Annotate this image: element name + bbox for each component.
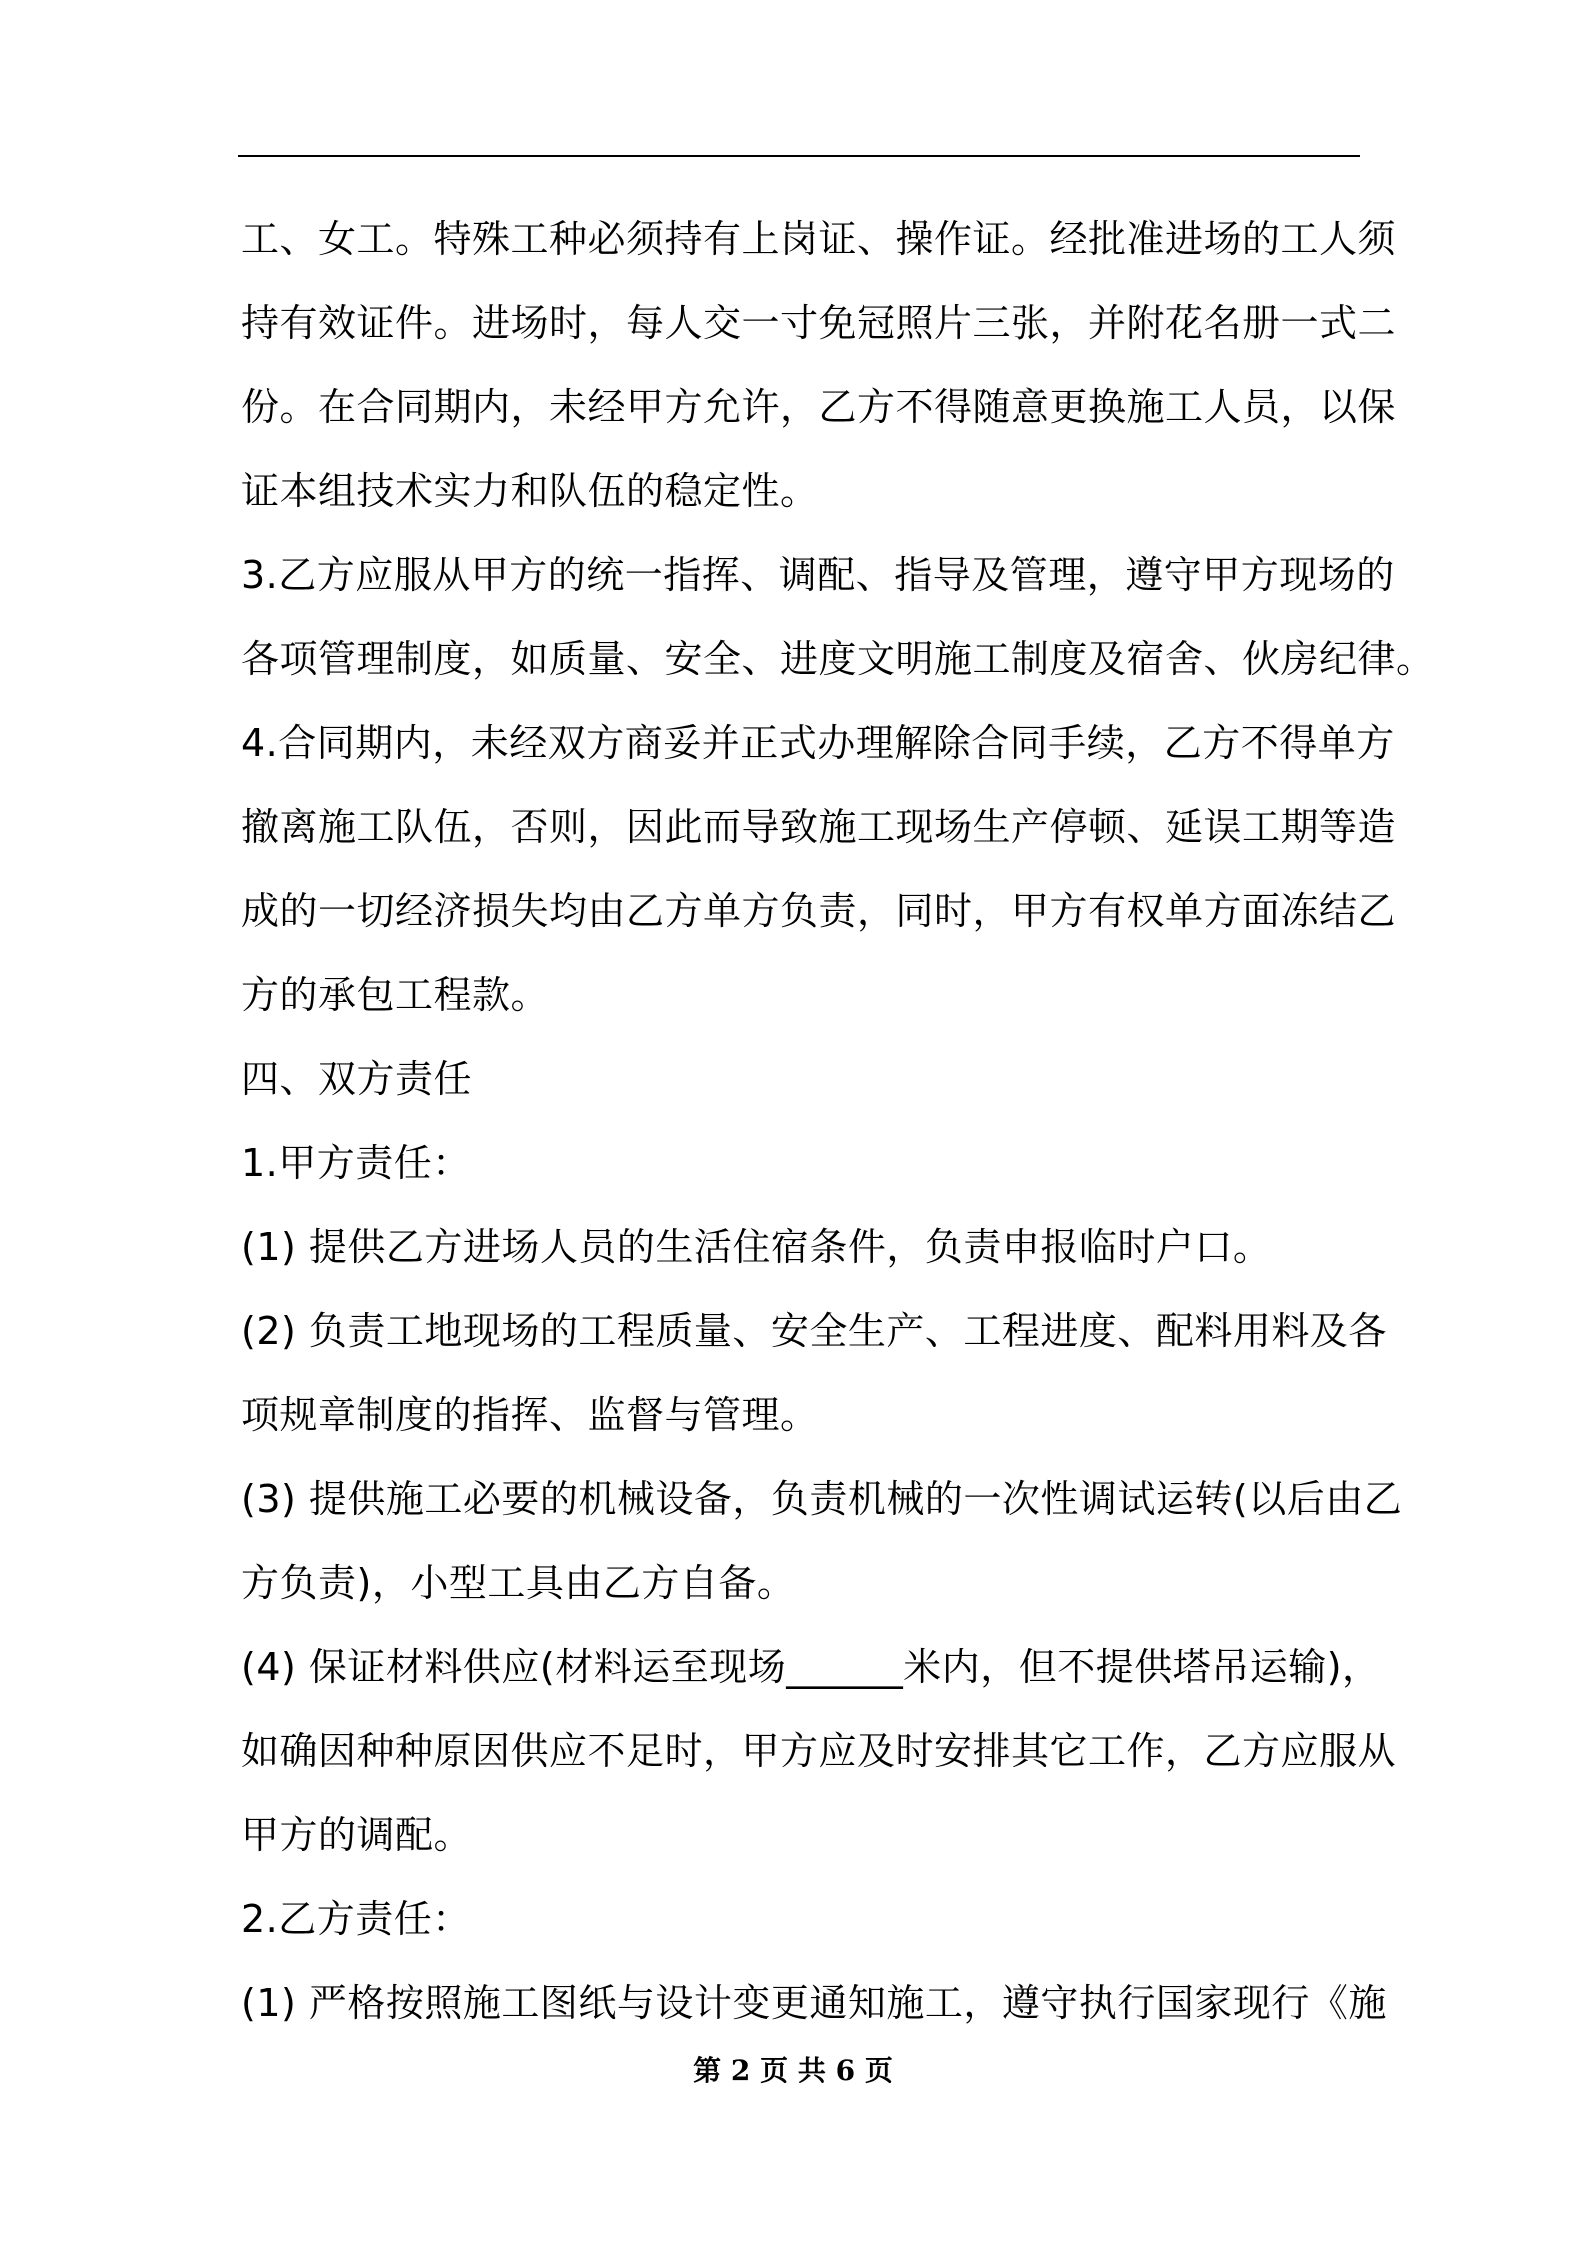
text-line: 4.合同期内，未经双方商妥并正式办理解除合同手续，乙方不得单方	[241, 721, 1395, 765]
subsection-heading: 1.甲方责任：	[241, 1141, 471, 1185]
text-line: 工、女工。特殊工种必须持有上岗证、操作证。经批准进场的工人须	[241, 217, 1397, 261]
text-line: 甲方的调配。	[241, 1813, 473, 1857]
text-line: 撤离施工队伍，否则，因此而导致施工现场生产停顿、延误工期等造	[241, 805, 1397, 849]
text-line: 证本组技术实力和队伍的稳定性。	[241, 469, 819, 513]
section-heading: 四、双方责任	[241, 1057, 473, 1101]
text-line: (2) 负责工地现场的工程质量、安全生产、工程进度、配料用料及各	[241, 1309, 1387, 1353]
text-line: 各项管理制度，如质量、安全、进度文明施工制度及宿舍、伙房纪律。	[241, 637, 1435, 681]
text-line: 成的一切经济损失均由乙方单方负责，同时，甲方有权单方面冻结乙	[241, 889, 1397, 933]
subsection-heading: 2.乙方责任：	[241, 1897, 471, 1941]
document-body	[241, 197, 1435, 2045]
page-number: 第 2 页 共 6 页	[693, 2054, 893, 2087]
text-line: 份。在合同期内，未经甲方允许，乙方不得随意更换施工人员，以保	[241, 385, 1397, 429]
text-line: 方负责)，小型工具由乙方自备。	[241, 1561, 796, 1605]
text-line: (1) 提供乙方进场人员的生活住宿条件，负责申报临时户口。	[241, 1225, 1272, 1269]
text-line: (3) 提供施工必要的机械设备，负责机械的一次性调试运转(以后由乙	[241, 1477, 1403, 1521]
text-line: 3.乙方应服从甲方的统一指挥、调配、指导及管理，遵守甲方现场的	[241, 553, 1395, 597]
text-line: 方的承包工程款。	[241, 973, 550, 1017]
text-line: 项规章制度的指挥、监督与管理。	[241, 1393, 819, 1437]
text-line: (1) 严格按照施工图纸与设计变更通知施工，遵守执行国家现行《施	[241, 1981, 1387, 2025]
header-rule	[238, 155, 1360, 157]
text-line: 如确因种种原因供应不足时，甲方应及时安排其它工作，乙方应服从	[241, 1729, 1397, 1773]
text-line: 持有效证件。进场时，每人交一寸免冠照片三张，并附花名册一式二	[241, 301, 1397, 345]
text-line: (4) 保证材料供应(材料运至现场______米内，但不提供塔吊运输)，	[241, 1645, 1381, 1689]
